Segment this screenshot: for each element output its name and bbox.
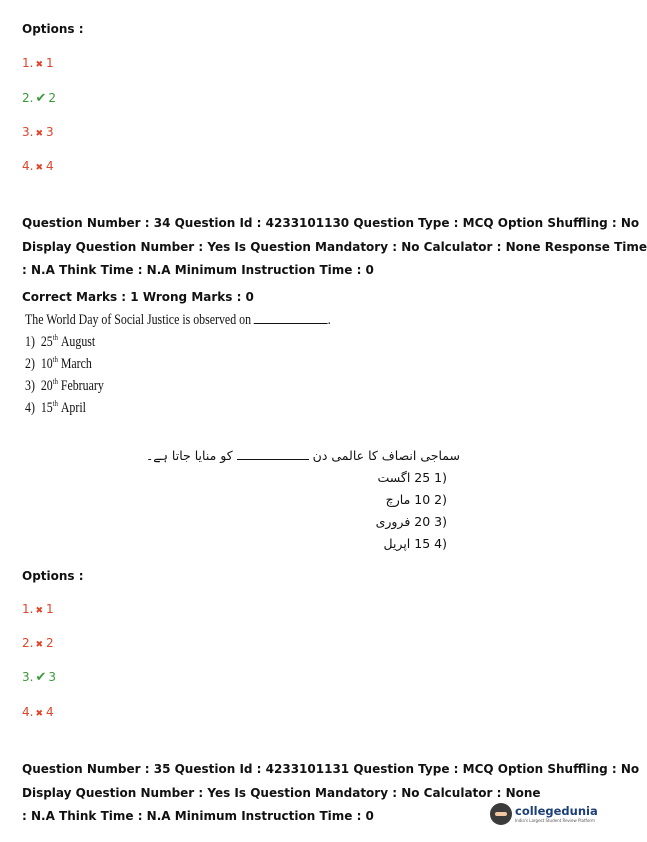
option-1	[22, 602, 54, 616]
cross-icon: ✖	[35, 60, 43, 70]
choice-day: 20	[40, 377, 53, 394]
choice-suffix: th	[52, 333, 58, 342]
cross-icon: ✖	[35, 129, 43, 139]
urdu-answer-blank	[237, 450, 309, 460]
option-number: 2.	[22, 636, 34, 650]
option-1	[22, 56, 54, 70]
option-value: 1	[46, 602, 54, 616]
urdu-choice-4: (4 15 اپریل	[383, 536, 447, 551]
option-3	[22, 670, 56, 685]
option-value: 4	[46, 705, 54, 719]
option-value: 2	[48, 91, 56, 105]
choice-number: 3)	[25, 377, 35, 394]
option-value: 1	[46, 56, 54, 70]
options-label: Options :	[22, 22, 84, 36]
urdu-choice-2: (2 10 مارچ	[385, 492, 447, 507]
option-number: 3.	[22, 670, 34, 684]
option-2	[22, 636, 54, 650]
choice-number: 2)	[25, 355, 35, 372]
urdu-choice-3: (3 20 فروری	[375, 514, 447, 529]
question-text	[25, 312, 331, 329]
option-number: 4.	[22, 159, 34, 173]
urdu-choice-1: (1 25 اگست	[377, 470, 447, 485]
question-meta-line-3: : N.A Think Time : N.A Minimum Instruction Time : 0	[22, 809, 374, 823]
cross-icon: ✖	[35, 709, 43, 719]
check-icon: ✔	[35, 670, 47, 685]
marks-info: Correct Marks : 1 Wrong Marks : 0	[22, 290, 254, 304]
choice-day: 25	[40, 333, 53, 350]
question-meta-line-1: Question Number : 34 Question Id : 4233101130 Question Type : MCQ Option Shuffling : No	[22, 216, 640, 230]
urdu-question-part-b: کو منایا جاتا ہے۔	[145, 448, 233, 463]
option-number: 4.	[22, 705, 34, 719]
urdu-question-part-a: سماجی انصاف کا عالمی دن	[312, 448, 460, 463]
mascot-icon	[490, 803, 512, 825]
option-number: 3.	[22, 125, 34, 139]
cross-icon: ✖	[35, 640, 43, 650]
choice-month: April	[60, 399, 86, 416]
question-meta-line-3: : N.A Think Time : N.A Minimum Instruction Time : 0	[22, 263, 374, 277]
logo-name: collegedunia	[515, 804, 598, 818]
choice-3	[25, 377, 104, 395]
choice-suffix: th	[52, 399, 58, 408]
option-value: 2	[46, 636, 54, 650]
question-text-end: .	[327, 312, 331, 328]
cross-icon: ✖	[35, 606, 43, 616]
options-label: Options :	[22, 569, 84, 583]
collegedunia-logo	[490, 795, 598, 835]
choice-2	[25, 355, 92, 373]
choice-day: 10	[40, 355, 53, 372]
answer-blank	[254, 313, 328, 324]
choice-month: February	[60, 377, 104, 394]
option-2	[22, 91, 56, 106]
question-meta-line-1: Question Number : 35 Question Id : 4233101131 Question Type : MCQ Option Shuffling : No	[22, 762, 640, 776]
option-4	[22, 159, 54, 173]
option-number: 1.	[22, 602, 34, 616]
option-4	[22, 705, 54, 719]
option-value: 3	[46, 125, 54, 139]
option-3	[22, 125, 54, 139]
option-value: 3	[48, 670, 56, 684]
option-number: 1.	[22, 56, 34, 70]
option-value: 4	[46, 159, 54, 173]
choice-1	[25, 333, 95, 351]
choice-number: 4)	[25, 399, 35, 416]
cross-icon: ✖	[35, 163, 43, 173]
urdu-question-text	[146, 448, 460, 463]
question-meta-line-2: Display Question Number : Yes Is Question Mandatory : No Calculator : None Response Time	[22, 240, 647, 254]
choice-month: August	[60, 333, 96, 350]
question-text-main: The World Day of Social Justice is observed on	[25, 312, 252, 328]
check-icon: ✔	[35, 91, 47, 106]
choice-month: March	[60, 355, 92, 372]
logo-tagline: India's Largest Student Review Platform	[515, 818, 595, 823]
choice-4	[25, 399, 86, 417]
choice-day: 15	[40, 399, 53, 416]
choice-suffix: th	[52, 355, 58, 364]
option-number: 2.	[22, 91, 34, 105]
choice-number: 1)	[25, 333, 35, 350]
question-meta-line-2: Display Question Number : Yes Is Question Mandatory : No Calculator : None	[22, 786, 541, 800]
choice-suffix: th	[52, 377, 58, 386]
